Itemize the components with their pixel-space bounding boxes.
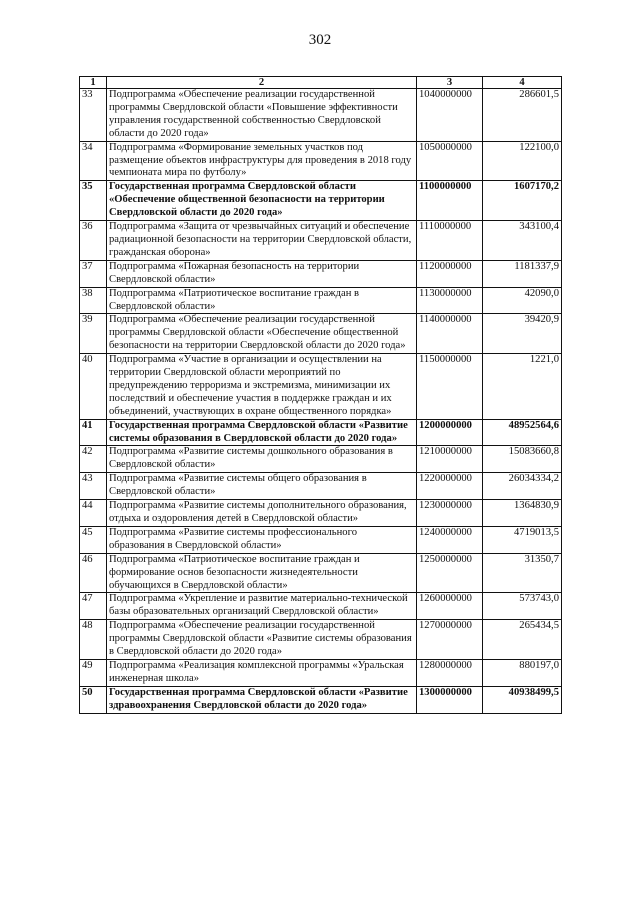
row-sum: 15083660,8: [483, 446, 562, 473]
row-number: 41: [80, 419, 107, 446]
row-number: 46: [80, 553, 107, 593]
row-code: 1120000000: [417, 260, 483, 287]
row-name: Подпрограмма «Патриотическое воспитание граждан в Свердловской области»: [107, 287, 417, 314]
row-sum: 286601,5: [483, 89, 562, 142]
row-sum: 1364830,9: [483, 500, 562, 527]
row-number: 49: [80, 659, 107, 686]
row-number: 40: [80, 354, 107, 420]
row-code: 1260000000: [417, 593, 483, 620]
row-number: 44: [80, 500, 107, 527]
row-name: Подпрограмма «Обеспечение реализации государственной программы Свердловской области «Развитие системы образования в Свердловской области до 2020 года»: [107, 620, 417, 660]
row-number: 37: [80, 260, 107, 287]
row-name: Подпрограмма «Участие в организации и осуществлении на территории Свердловской области мероприятий по предупреждению терроризма и экстремизма, минимизации их последствий и обеспечение участия в поддержке граждан и их объединений, участвующих в охране общественного порядка»: [107, 354, 417, 420]
row-sum: 40938499,5: [483, 686, 562, 713]
table-row: [80, 314, 562, 354]
table-row: [80, 593, 562, 620]
row-code: 1050000000: [417, 141, 483, 181]
table-row: [80, 526, 562, 553]
row-number: 50: [80, 686, 107, 713]
page-number: 302: [308, 32, 332, 48]
header-col-3: 3: [417, 77, 483, 89]
row-sum: 39420,9: [483, 314, 562, 354]
table-row: [80, 354, 562, 420]
table-row: [80, 659, 562, 686]
row-name: Подпрограмма «Защита от чрезвычайных ситуаций и обеспечение радиационной безопасности на территории Свердловской области, гражданская оборона»: [107, 221, 417, 261]
table-row: [80, 686, 562, 713]
row-name: Государственная программа Свердловской области «Развитие системы образования в Свердловской области до 2020 года»: [107, 419, 417, 446]
row-code: 1240000000: [417, 526, 483, 553]
row-number: 33: [80, 89, 107, 142]
row-sum: 1181337,9: [483, 260, 562, 287]
row-number: 39: [80, 314, 107, 354]
row-name: Подпрограмма «Патриотическое воспитание граждан и формирование основ безопасности жизнедеятельности обучающихся в Свердловской области»: [107, 553, 417, 593]
row-code: 1220000000: [417, 473, 483, 500]
row-name: Подпрограмма «Формирование земельных участков под размещение объектов инфраструктуры для проведения в 2018 году чемпионата мира по футболу»: [107, 141, 417, 181]
row-code: 1270000000: [417, 620, 483, 660]
row-name: Подпрограмма «Обеспечение реализации государственной программы Свердловской области «Обеспечение общественной безопасности на территории Свердловской области до 2020 года»: [107, 314, 417, 354]
row-code: 1140000000: [417, 314, 483, 354]
table-row: [80, 500, 562, 527]
row-code: 1210000000: [417, 446, 483, 473]
row-code: 1110000000: [417, 221, 483, 261]
row-sum: 26034334,2: [483, 473, 562, 500]
row-code: 1200000000: [417, 419, 483, 446]
row-number: 42: [80, 446, 107, 473]
row-name: Государственная программа Свердловской области «Обеспечение общественной безопасности на территории Свердловской области до 2020 года»: [107, 181, 417, 221]
table-header-row: [80, 77, 562, 89]
table-row: [80, 620, 562, 660]
row-code: 1100000000: [417, 181, 483, 221]
table-row: [80, 419, 562, 446]
table-row: [80, 181, 562, 221]
row-sum: 880197,0: [483, 659, 562, 686]
row-code: 1280000000: [417, 659, 483, 686]
row-sum: 122100,0: [483, 141, 562, 181]
row-sum: 343100,4: [483, 221, 562, 261]
row-sum: 4719013,5: [483, 526, 562, 553]
row-number: 45: [80, 526, 107, 553]
row-number: 47: [80, 593, 107, 620]
row-name: Подпрограмма «Развитие системы профессионального образования в Свердловской области»: [107, 526, 417, 553]
row-name: Подпрограмма «Развитие системы дополнительного образования, отдыха и оздоровления детей в Свердловской области»: [107, 500, 417, 527]
row-code: 1230000000: [417, 500, 483, 527]
row-number: 36: [80, 221, 107, 261]
budget-table: [79, 76, 562, 714]
table-row: [80, 446, 562, 473]
row-sum: 48952564,6: [483, 419, 562, 446]
row-sum: 1607170,2: [483, 181, 562, 221]
row-name: Подпрограмма «Укрепление и развитие материально-технической базы образовательных организаций Свердловской области»: [107, 593, 417, 620]
row-name: Подпрограмма «Обеспечение реализации государственной программы Свердловской области «Повышение эффективности управления государственной собственностью Свердловской области до 2020 года»: [107, 89, 417, 142]
row-code: 1130000000: [417, 287, 483, 314]
table-body: [80, 89, 562, 714]
row-sum: 265434,5: [483, 620, 562, 660]
row-name: Подпрограмма «Реализация комплексной программы «Уральская инженерная школа»: [107, 659, 417, 686]
row-code: 1300000000: [417, 686, 483, 713]
row-name: Подпрограмма «Пожарная безопасность на территории Свердловской области»: [107, 260, 417, 287]
row-name: Подпрограмма «Развитие системы дошкольного образования в Свердловской области»: [107, 446, 417, 473]
row-number: 43: [80, 473, 107, 500]
table-row: [80, 287, 562, 314]
table-row: [80, 473, 562, 500]
row-name: Подпрограмма «Развитие системы общего образования в Свердловской области»: [107, 473, 417, 500]
table-row: [80, 260, 562, 287]
table-row: [80, 89, 562, 142]
row-code: 1040000000: [417, 89, 483, 142]
table-row: [80, 221, 562, 261]
row-number: 48: [80, 620, 107, 660]
table-row: [80, 553, 562, 593]
row-number: 38: [80, 287, 107, 314]
header-col-2: 2: [107, 77, 417, 89]
row-sum: 573743,0: [483, 593, 562, 620]
row-code: 1150000000: [417, 354, 483, 420]
row-code: 1250000000: [417, 553, 483, 593]
row-sum: 42090,0: [483, 287, 562, 314]
header-col-1: 1: [80, 77, 107, 89]
row-name: Государственная программа Свердловской области «Развитие здравоохранения Свердловской области до 2020 года»: [107, 686, 417, 713]
row-sum: 31350,7: [483, 553, 562, 593]
row-number: 35: [80, 181, 107, 221]
table-row: [80, 141, 562, 181]
header-col-4: 4: [483, 77, 562, 89]
row-number: 34: [80, 141, 107, 181]
row-sum: 1221,0: [483, 354, 562, 420]
